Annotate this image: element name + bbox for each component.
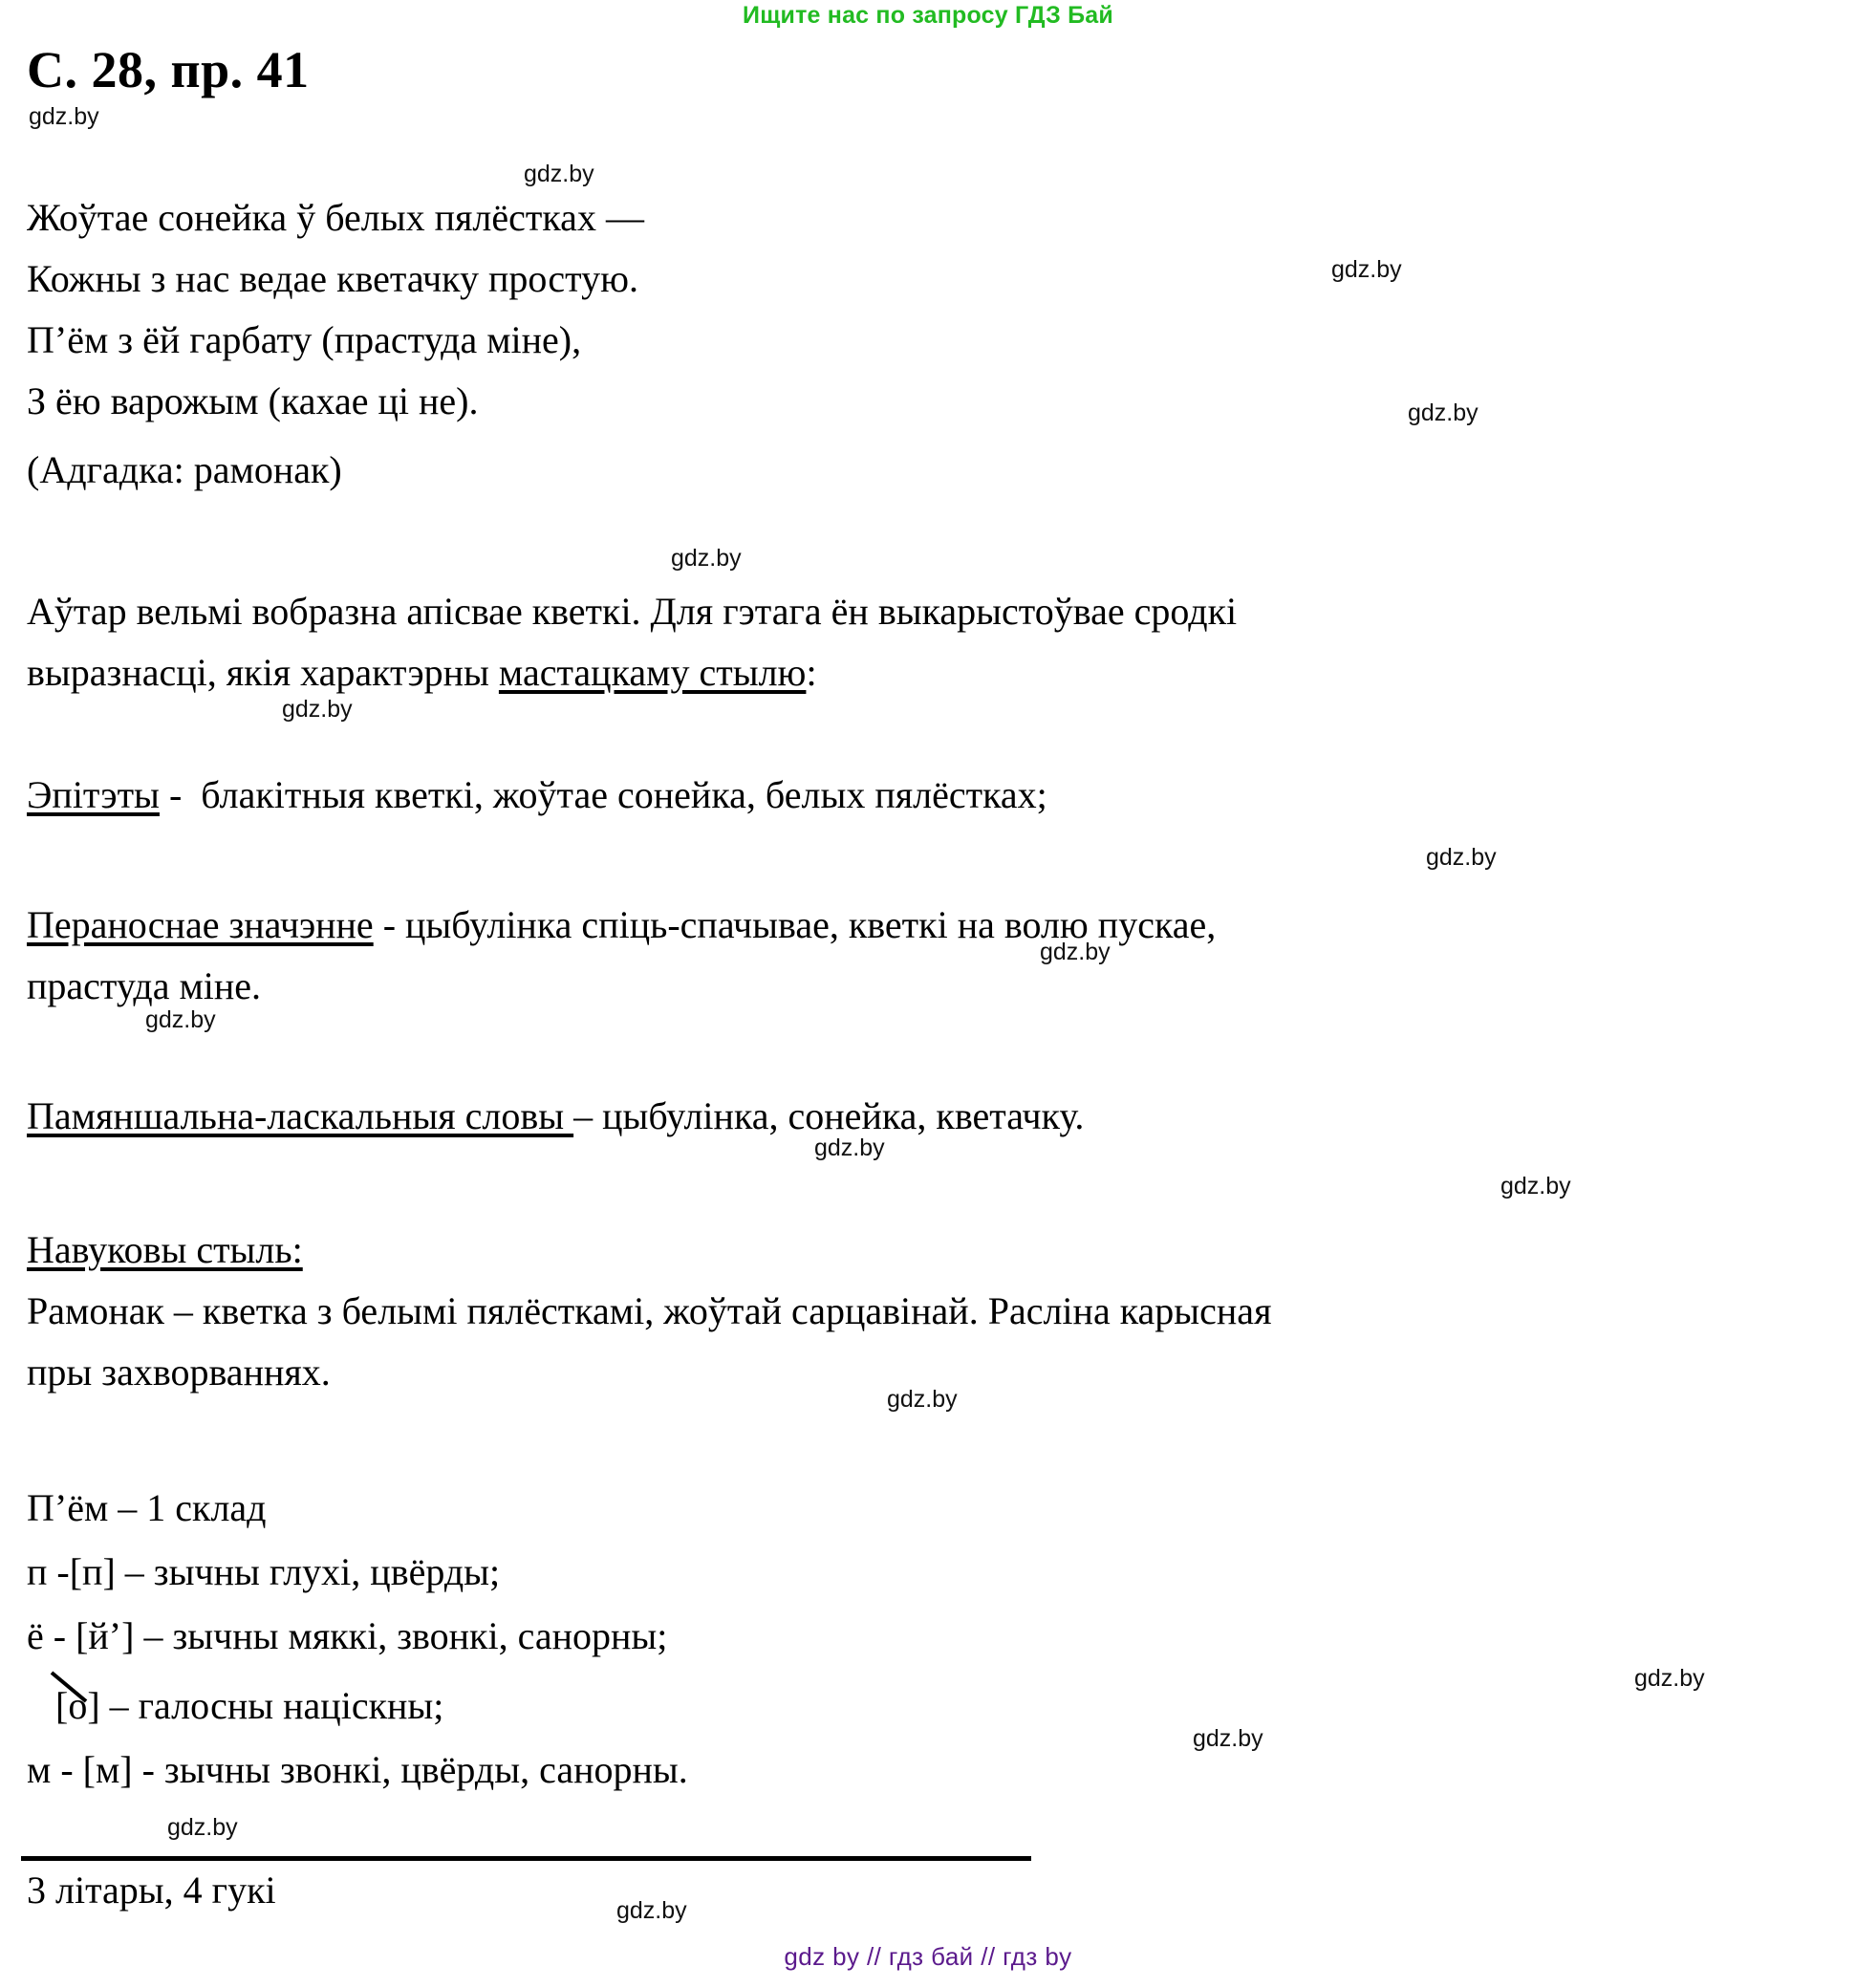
phonetic-total: 3 літары, 4 гукі <box>27 1869 276 1912</box>
watermark: gdz.by <box>1634 1665 1705 1692</box>
diminutive-line <box>27 1094 1085 1137</box>
watermark: gdz.by <box>1193 1725 1263 1752</box>
watermark: gdz.by <box>524 161 594 187</box>
watermark: gdz.by <box>167 1814 238 1841</box>
scientific-line-1: Рамонак – кветка з белымі пялёсткамі, жоўтай сарцавінай. Расліна карысная <box>27 1289 1272 1332</box>
phonetic-row: п -[п] – зычны глухі, цвёрды; <box>27 1550 501 1593</box>
watermark: gdz.by <box>887 1386 958 1413</box>
intro-line-1: Аўтар вельмі вобразна апісвае кветкі. Для гэтага ён выкарыстоўвае сродкі <box>27 590 1238 633</box>
watermark: gdz.by <box>1408 400 1478 426</box>
intro-text-before: выразнасці, якія характэрны <box>27 651 499 694</box>
poem-line: З ёю варожым (кахае ці не). <box>27 379 479 422</box>
figurative-line-1 <box>27 903 1217 946</box>
intro-text-after: : <box>806 651 817 694</box>
page-title: С. 28, пр. 41 <box>27 41 310 98</box>
total-divider <box>21 1856 1031 1861</box>
watermark: gdz.by <box>616 1897 687 1924</box>
watermark: gdz.by <box>1500 1173 1571 1199</box>
phonetic-row: м - [м] - зычны звонкі, цвёрды, санорны. <box>27 1748 688 1791</box>
watermark: gdz.by <box>814 1134 885 1161</box>
watermark: gdz.by <box>1040 939 1111 965</box>
scientific-line-2: пры захворваннях. <box>27 1351 331 1394</box>
poem-line: Жоўтае сонейка ў белых пялёстках — <box>27 196 644 239</box>
phonetic-row: [о] – галосны націскны; <box>27 1684 444 1727</box>
poem-line: Кожны з нас ведае кветачку простую. <box>27 257 638 300</box>
figurative-label: Пераноснае значэнне <box>27 903 374 946</box>
figurative-line-2: прастуда міне. <box>27 964 262 1007</box>
phonetic-word: П’ём – 1 склад <box>27 1486 267 1529</box>
phonetic-row: ё - [й’] – зычны мяккі, звонкі, санорны; <box>27 1614 668 1657</box>
site-promo-banner: Ищите нас по запросу ГДЗ Бай <box>743 2 1113 29</box>
site-footer: gdz by // гдз бай // гдз by <box>784 1942 1072 1971</box>
watermark: gdz.by <box>1331 256 1402 283</box>
scientific-style-heading: Навуковы стыль: <box>27 1228 303 1271</box>
diminutive-body: – цыбулінка, сонейка, кветачку. <box>573 1094 1085 1137</box>
watermark: gdz.by <box>145 1006 216 1033</box>
poem-answer-line: (Адгадка: рамонак) <box>27 448 342 491</box>
epithets-body: - блакітныя кветкі, жоўтае сонейка, белых пялёстках; <box>159 773 1047 816</box>
epithets-label: Эпітэты <box>27 773 160 816</box>
diminutive-label: Памяншальна-ласкальныя словы <box>27 1094 574 1137</box>
intro-line-2 <box>27 651 817 694</box>
figurative-body: - цыбулінка спіць-спачывае, кветкі на волю пускае, <box>373 903 1217 946</box>
watermark: gdz.by <box>671 545 742 572</box>
style-term-underlined: мастацкаму стылю <box>498 651 807 694</box>
watermark: gdz.by <box>29 103 99 130</box>
epithets-line <box>27 773 1047 816</box>
watermark: gdz.by <box>1426 844 1497 871</box>
poem-line: П’ём з ёй гарбату (прастуда міне), <box>27 318 582 361</box>
scientific-style-label <box>27 1228 303 1271</box>
sound-link-stroke <box>50 1671 88 1703</box>
watermark: gdz.by <box>282 696 353 723</box>
